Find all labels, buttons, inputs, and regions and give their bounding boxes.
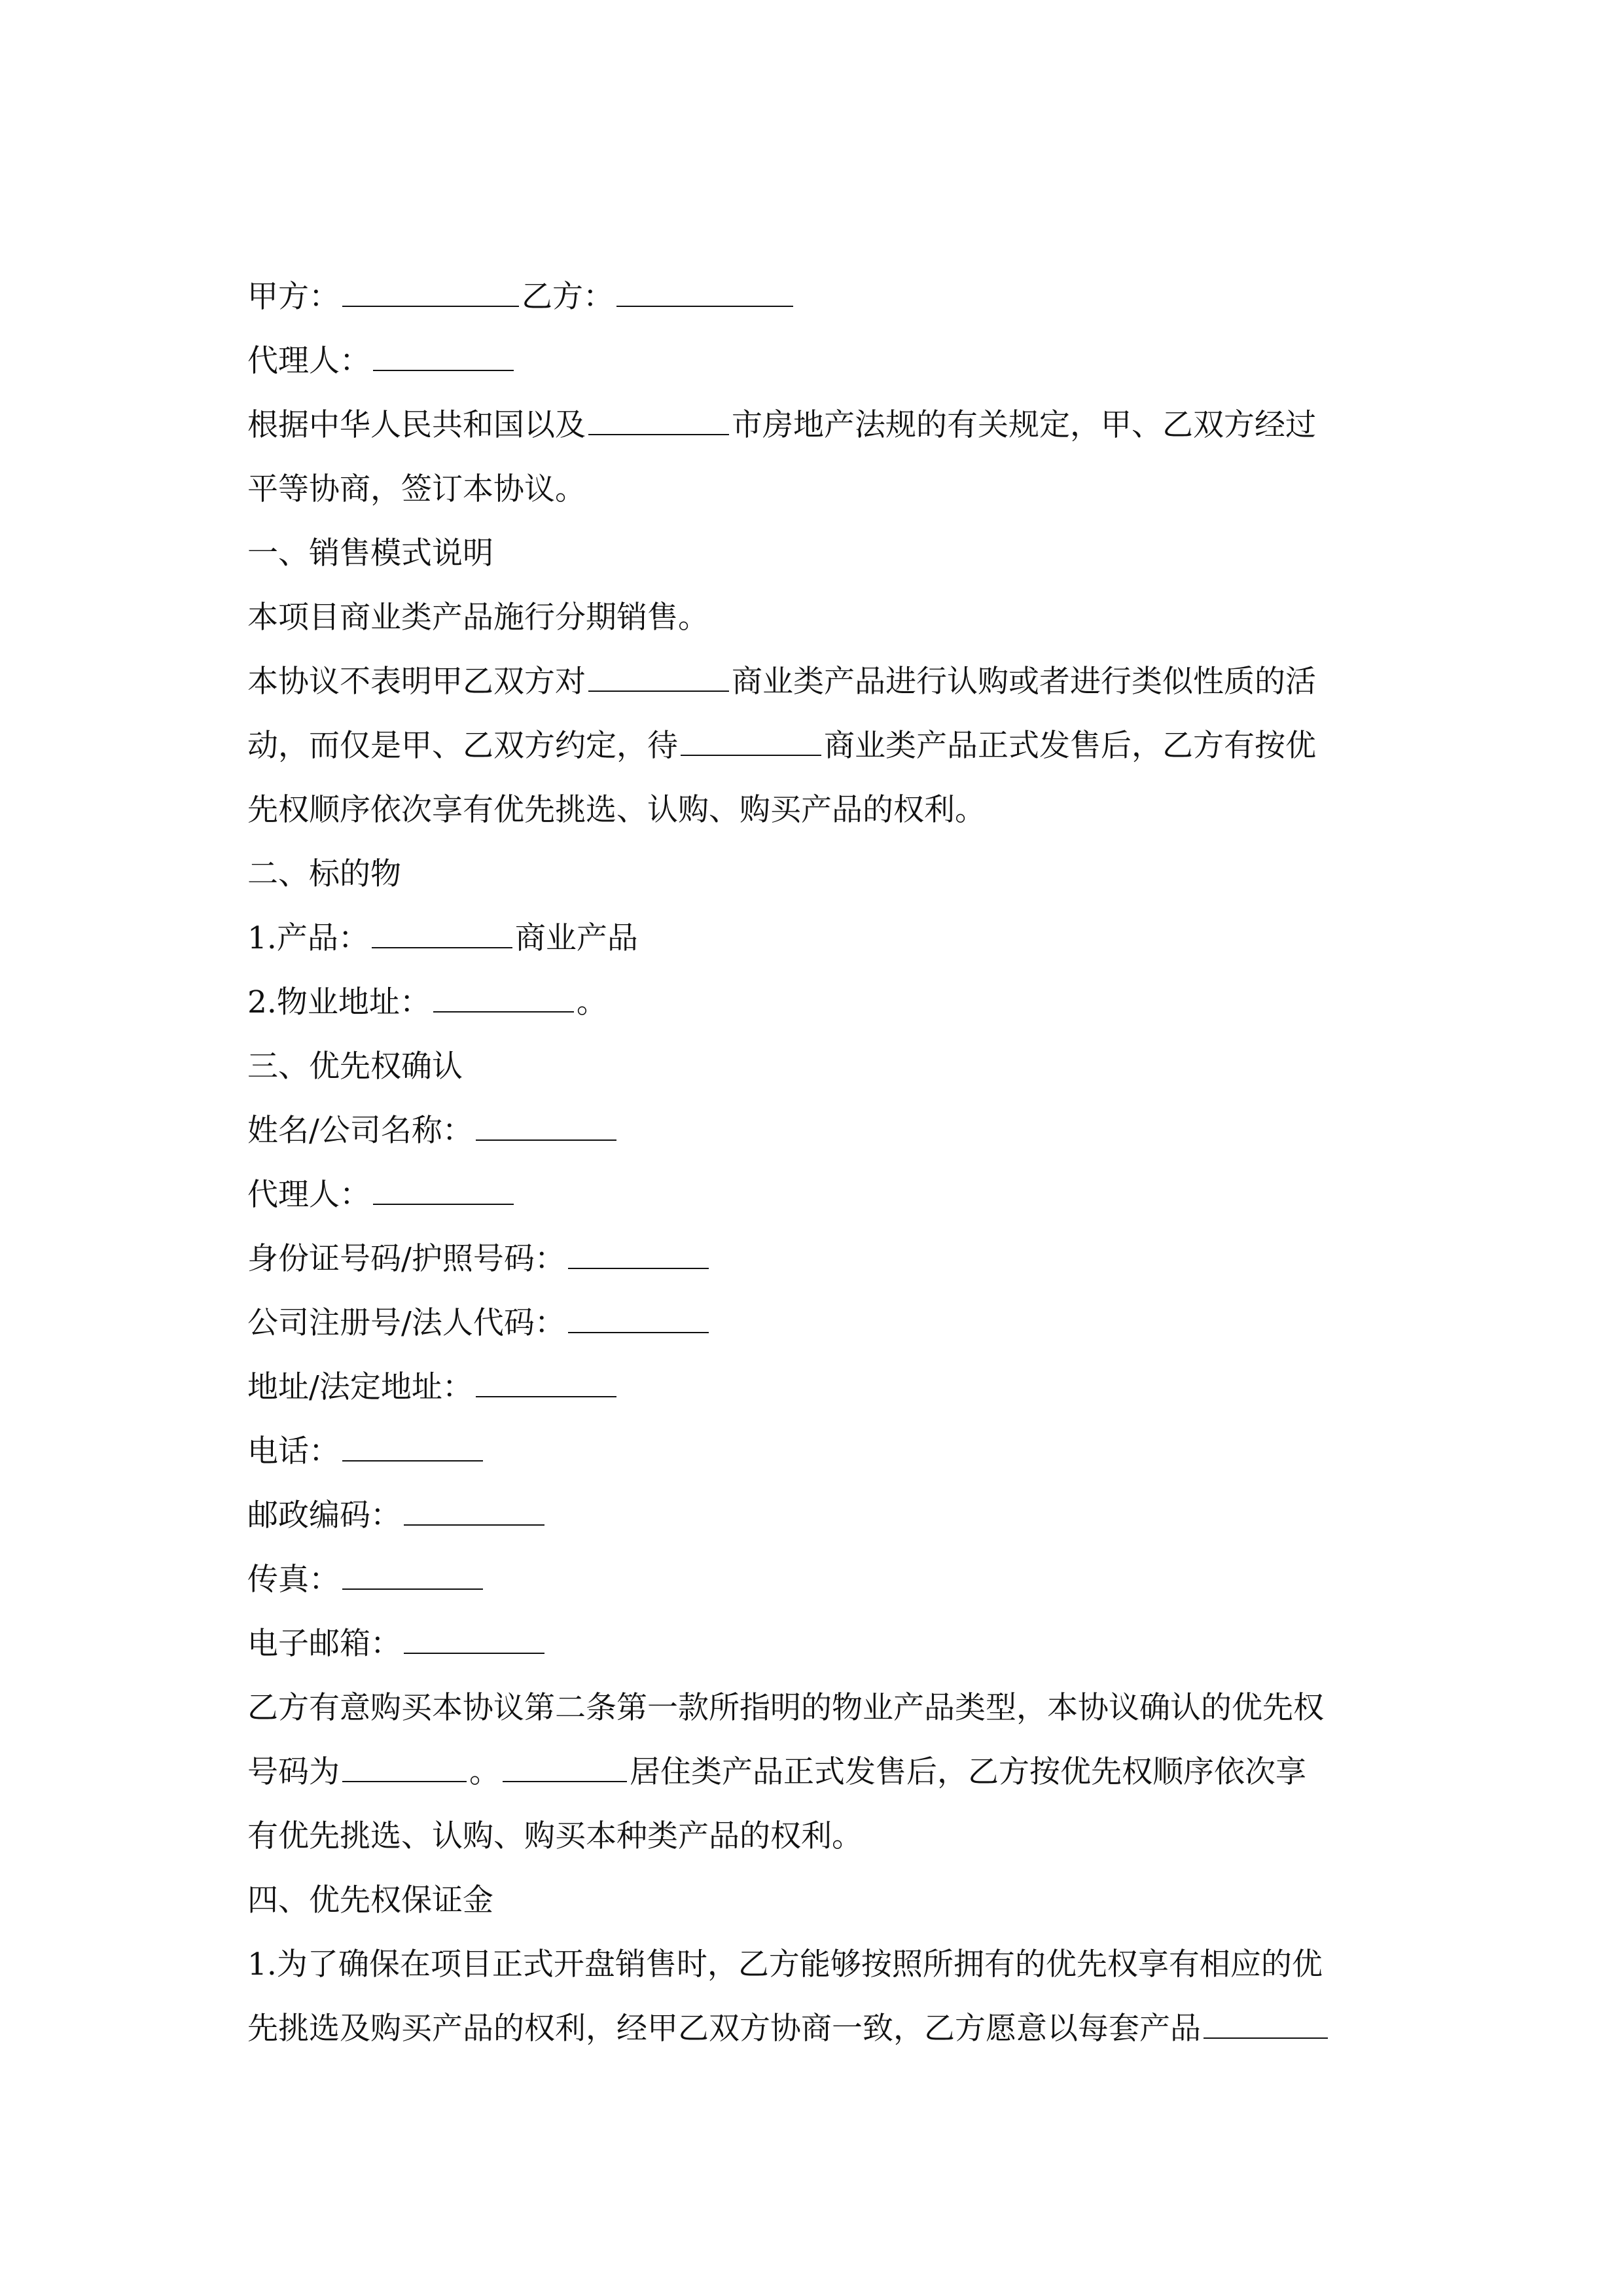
section-1-para-2-line-3 bbox=[247, 778, 1380, 842]
address-blank[interactable] bbox=[476, 1367, 616, 1397]
paragraph-text: 本项目商业类产品施行分期销售。 bbox=[247, 600, 709, 636]
section-2-item-2 bbox=[247, 971, 1380, 1035]
party-b-label: 乙方： bbox=[522, 279, 614, 315]
field-label: 邮政编码： bbox=[247, 1498, 401, 1534]
agent-line bbox=[247, 329, 1380, 393]
paragraph-text: 先挑选及购买产品的权利，经甲乙双方协商一致，乙方愿意以每套产品 bbox=[247, 2011, 1201, 2047]
field-name bbox=[247, 1099, 1380, 1163]
field-address bbox=[247, 1355, 1380, 1420]
field-reg bbox=[247, 1291, 1380, 1355]
product-name-blank[interactable] bbox=[372, 918, 512, 948]
field-label: 地址/法定地址： bbox=[247, 1369, 473, 1405]
section-2-item-1 bbox=[247, 906, 1380, 971]
email-blank[interactable] bbox=[404, 1624, 544, 1654]
section-3-para-line-3 bbox=[247, 1804, 1380, 1869]
section-3-para-line-1 bbox=[247, 1676, 1380, 1740]
section-1-para-1 bbox=[247, 586, 1380, 650]
product-blank[interactable] bbox=[588, 662, 729, 692]
field-fax bbox=[247, 1548, 1380, 1612]
city-blank[interactable] bbox=[588, 405, 729, 435]
section-4-heading bbox=[247, 1869, 1380, 1933]
paragraph-text: 有优先挑选、认购、购买本种类产品的权利。 bbox=[247, 1818, 863, 1854]
item-text: 商业产品 bbox=[514, 920, 638, 956]
section-3-heading bbox=[247, 1035, 1380, 1099]
party-line bbox=[247, 265, 1380, 329]
paragraph-text: 先权顺序依次享有优先挑选、认购、购买产品的权利。 bbox=[247, 792, 986, 828]
fax-blank[interactable] bbox=[342, 1560, 483, 1590]
section-4-para-line-2 bbox=[247, 1997, 1380, 2061]
section-1-para-2-line-1 bbox=[247, 650, 1380, 714]
field-label: 公司注册号/法人代码： bbox=[247, 1305, 565, 1341]
party-a-blank[interactable] bbox=[342, 277, 519, 307]
intro-text: 平等协商，签订本协议。 bbox=[247, 471, 586, 507]
paragraph-text: 商业类产品正式发售后，乙方有按优 bbox=[824, 728, 1316, 764]
field-phone bbox=[247, 1420, 1380, 1484]
intro-line-1 bbox=[247, 393, 1380, 457]
paragraph-text: 乙方有意购买本协议第二条第一款所指明的物业产品类型，本协议确认的优先权 bbox=[247, 1690, 1324, 1726]
item-label: 2.物业地址： bbox=[247, 984, 431, 1020]
contract-page bbox=[247, 265, 1380, 2061]
item-text: 。 bbox=[576, 984, 607, 1020]
heading-text: 二、标的物 bbox=[247, 856, 401, 892]
section-2-heading bbox=[247, 842, 1380, 906]
paragraph-text: 居住类产品正式发售后，乙方按优先权顺序依次享 bbox=[630, 1754, 1306, 1790]
property-address-blank[interactable] bbox=[433, 982, 574, 1013]
field-id bbox=[247, 1227, 1380, 1291]
item-label: 1.产品： bbox=[247, 920, 369, 956]
paragraph-text: 1.为了确保在项目正式开盘销售时，乙方能够按照所拥有的优先权享有相应的优 bbox=[247, 1946, 1323, 1982]
phone-blank[interactable] bbox=[342, 1431, 483, 1462]
section-1-heading bbox=[247, 522, 1380, 586]
party-a-label: 甲方： bbox=[247, 279, 340, 315]
paragraph-text: 号码为 bbox=[247, 1754, 340, 1790]
paragraph-text: 。 bbox=[469, 1754, 500, 1790]
reg-blank[interactable] bbox=[568, 1303, 709, 1333]
heading-text: 四、优先权保证金 bbox=[247, 1882, 493, 1918]
id-blank[interactable] bbox=[568, 1239, 709, 1269]
paragraph-text: 动，而仅是甲、乙双方约定，待 bbox=[247, 728, 678, 764]
intro-text: 市房地产法规的有关规定，甲、乙双方经过 bbox=[732, 407, 1316, 443]
field-label: 身份证号码/护照号码： bbox=[247, 1241, 565, 1277]
section-1-para-2-line-2 bbox=[247, 714, 1380, 778]
agent-label: 代理人： bbox=[247, 343, 370, 379]
field-label: 电子邮箱： bbox=[247, 1626, 401, 1662]
field-label: 电话： bbox=[247, 1433, 340, 1469]
field-label: 姓名/公司名称： bbox=[247, 1113, 473, 1149]
field-label: 代理人： bbox=[247, 1177, 370, 1213]
priority-number-blank[interactable] bbox=[342, 1752, 467, 1782]
agent-blank[interactable] bbox=[373, 1175, 514, 1205]
field-email bbox=[247, 1612, 1380, 1676]
residential-product-blank[interactable] bbox=[503, 1752, 627, 1782]
paragraph-text: 本协议不表明甲乙双方对 bbox=[247, 664, 586, 700]
heading-text: 一、销售模式说明 bbox=[247, 535, 493, 571]
section-3-para-line-2 bbox=[247, 1740, 1380, 1804]
deposit-amount-blank[interactable] bbox=[1204, 2009, 1328, 2039]
product-blank[interactable] bbox=[681, 726, 821, 756]
field-label: 传真： bbox=[247, 1562, 340, 1598]
name-blank[interactable] bbox=[476, 1111, 616, 1141]
field-agent bbox=[247, 1163, 1380, 1227]
field-postcode bbox=[247, 1484, 1380, 1548]
paragraph-text: 商业类产品进行认购或者进行类似性质的活 bbox=[732, 664, 1316, 700]
party-b-blank[interactable] bbox=[616, 277, 793, 307]
intro-text: 根据中华人民共和国以及 bbox=[247, 407, 586, 443]
agent-blank[interactable] bbox=[373, 341, 514, 371]
section-4-para-line-1 bbox=[247, 1933, 1380, 1997]
intro-line-2 bbox=[247, 457, 1380, 522]
heading-text: 三、优先权确认 bbox=[247, 1049, 463, 1085]
postcode-blank[interactable] bbox=[404, 1496, 544, 1526]
